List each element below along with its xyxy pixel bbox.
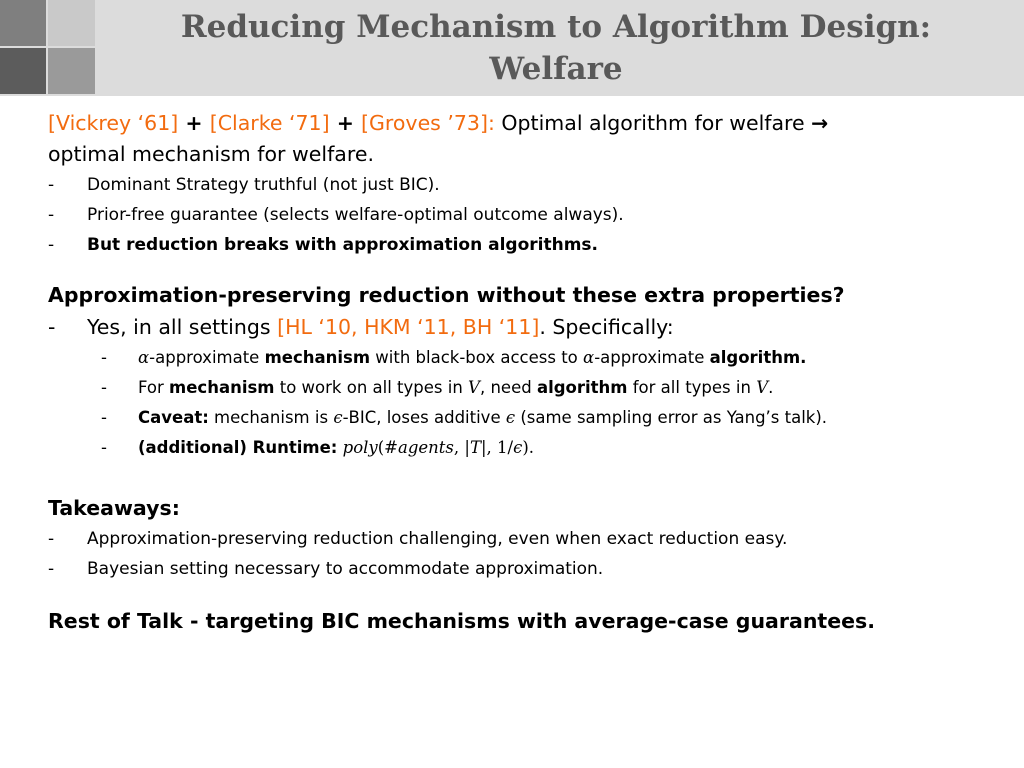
intro-text-continued: optimal mechanism for welfare. xyxy=(48,142,374,166)
math-abs: , | xyxy=(453,438,470,457)
sub-bullet-text: -approximate xyxy=(594,348,710,367)
corner-square-decoration xyxy=(48,48,95,94)
closing-text: Rest of Talk - targeting BIC mechanisms with average-case guarantees. xyxy=(48,609,876,633)
math-epsilon: ϵ xyxy=(333,408,343,427)
dash-bullet: - xyxy=(48,175,55,195)
sub-bullet-text: -BIC, loses additive xyxy=(342,408,506,427)
math-v: V xyxy=(756,378,769,397)
slide-body xyxy=(48,108,1008,637)
intro-text: Optimal algorithm for welfare xyxy=(494,111,812,135)
sub-bullet-text: For xyxy=(138,378,170,397)
plus-sign: + xyxy=(329,111,362,135)
math-paren: (# xyxy=(377,438,399,457)
math-alpha: α xyxy=(138,348,150,367)
bullet-text: Dominant Strategy truthful (not just BIC). xyxy=(87,175,440,195)
question-text: Approximation-preserving reduction without these extra properties? xyxy=(48,283,845,307)
dash-bullet: - xyxy=(101,348,107,367)
sub-bullet-item xyxy=(48,343,1008,373)
sub-bullet-text: for all types in xyxy=(627,378,757,397)
sub-bullet-bold: algorithm xyxy=(536,378,628,397)
dash-bullet: - xyxy=(101,378,107,397)
math-frac: |, 1/ xyxy=(480,438,514,457)
arrow-icon: → xyxy=(811,111,829,135)
bullet-text: Bayesian setting necessary to accommodate approximation. xyxy=(87,559,604,579)
dash-bullet: - xyxy=(101,438,107,457)
sub-bullet-text: to work on all types in xyxy=(274,378,469,397)
dash-bullet: - xyxy=(48,559,55,579)
answer-text: Yes, in all settings xyxy=(87,315,278,339)
closing-statement xyxy=(48,606,1008,637)
answer-text: . Specifically: xyxy=(539,315,674,339)
sub-bullet-item xyxy=(48,373,1008,403)
math-poly: poly xyxy=(342,438,378,457)
sub-bullet-bold: algorithm. xyxy=(709,348,807,367)
sub-bullet-text: (same sampling error as Yang’s talk). xyxy=(515,408,828,427)
slide-title-line2: Welfare xyxy=(489,51,623,87)
sub-bullet-text: mechanism is xyxy=(208,408,334,427)
bullet-item xyxy=(48,230,1008,260)
sub-bullet-bold: mechanism xyxy=(264,348,371,367)
slide-title-line1: Reducing Mechanism to Algorithm Design: xyxy=(180,9,932,45)
sub-bullet-item xyxy=(48,403,1008,433)
math-v: V xyxy=(468,378,480,397)
slide-title xyxy=(100,6,1012,90)
dash-bullet: - xyxy=(48,235,55,255)
dash-bullet: - xyxy=(48,205,55,225)
sub-bullet-item xyxy=(48,433,1008,463)
dash-bullet: - xyxy=(48,315,56,339)
citation-groves: [Groves ’73]: xyxy=(361,111,495,135)
sub-bullet-bold: Caveat: xyxy=(138,408,209,427)
math-agents: agents xyxy=(398,438,454,457)
takeaways-heading xyxy=(48,493,1008,524)
sub-bullet-text: -approximate xyxy=(149,348,265,367)
citation-clarke: [Clarke ‘71] xyxy=(209,111,330,135)
intro-paragraph xyxy=(48,108,1008,170)
citation-vickrey: [Vickrey ‘61] xyxy=(48,111,179,135)
math-alpha: α xyxy=(583,348,595,367)
corner-square-decoration xyxy=(0,0,46,46)
math-close: ). xyxy=(522,438,535,457)
answer-item xyxy=(48,311,1008,343)
plus-sign: + xyxy=(178,111,210,135)
bullet-item xyxy=(48,554,1008,584)
corner-square-decoration xyxy=(48,0,95,46)
math-epsilon: ϵ xyxy=(505,408,516,427)
sub-bullet-text: . xyxy=(768,378,774,397)
bullet-text: But reduction breaks with approximation algorithms. xyxy=(87,235,598,255)
sub-bullet-text: , need xyxy=(479,378,537,397)
math-epsilon: ϵ xyxy=(513,438,523,457)
bullet-item xyxy=(48,524,1008,554)
math-t: T xyxy=(469,438,481,457)
citation-hl-hkm-bh: [HL ‘10, HKM ‘11, BH ‘11] xyxy=(277,315,540,339)
corner-square-decoration xyxy=(0,48,46,94)
takeaways-heading-text: Takeaways: xyxy=(48,496,180,520)
sub-bullet-bold: mechanism xyxy=(169,378,275,397)
dash-bullet: - xyxy=(101,408,107,427)
sub-bullet-text: with black-box access to xyxy=(370,348,584,367)
bullet-text: Approximation-preserving reduction challenging, even when exact reduction easy. xyxy=(87,529,788,549)
question-heading xyxy=(48,280,1008,311)
sub-bullet-bold: (additional) Runtime: xyxy=(138,438,338,457)
bullet-item xyxy=(48,200,1008,230)
bullet-item xyxy=(48,170,1008,200)
dash-bullet: - xyxy=(48,529,55,549)
bullet-text: Prior-free guarantee (selects welfare-optimal outcome always). xyxy=(87,205,624,225)
